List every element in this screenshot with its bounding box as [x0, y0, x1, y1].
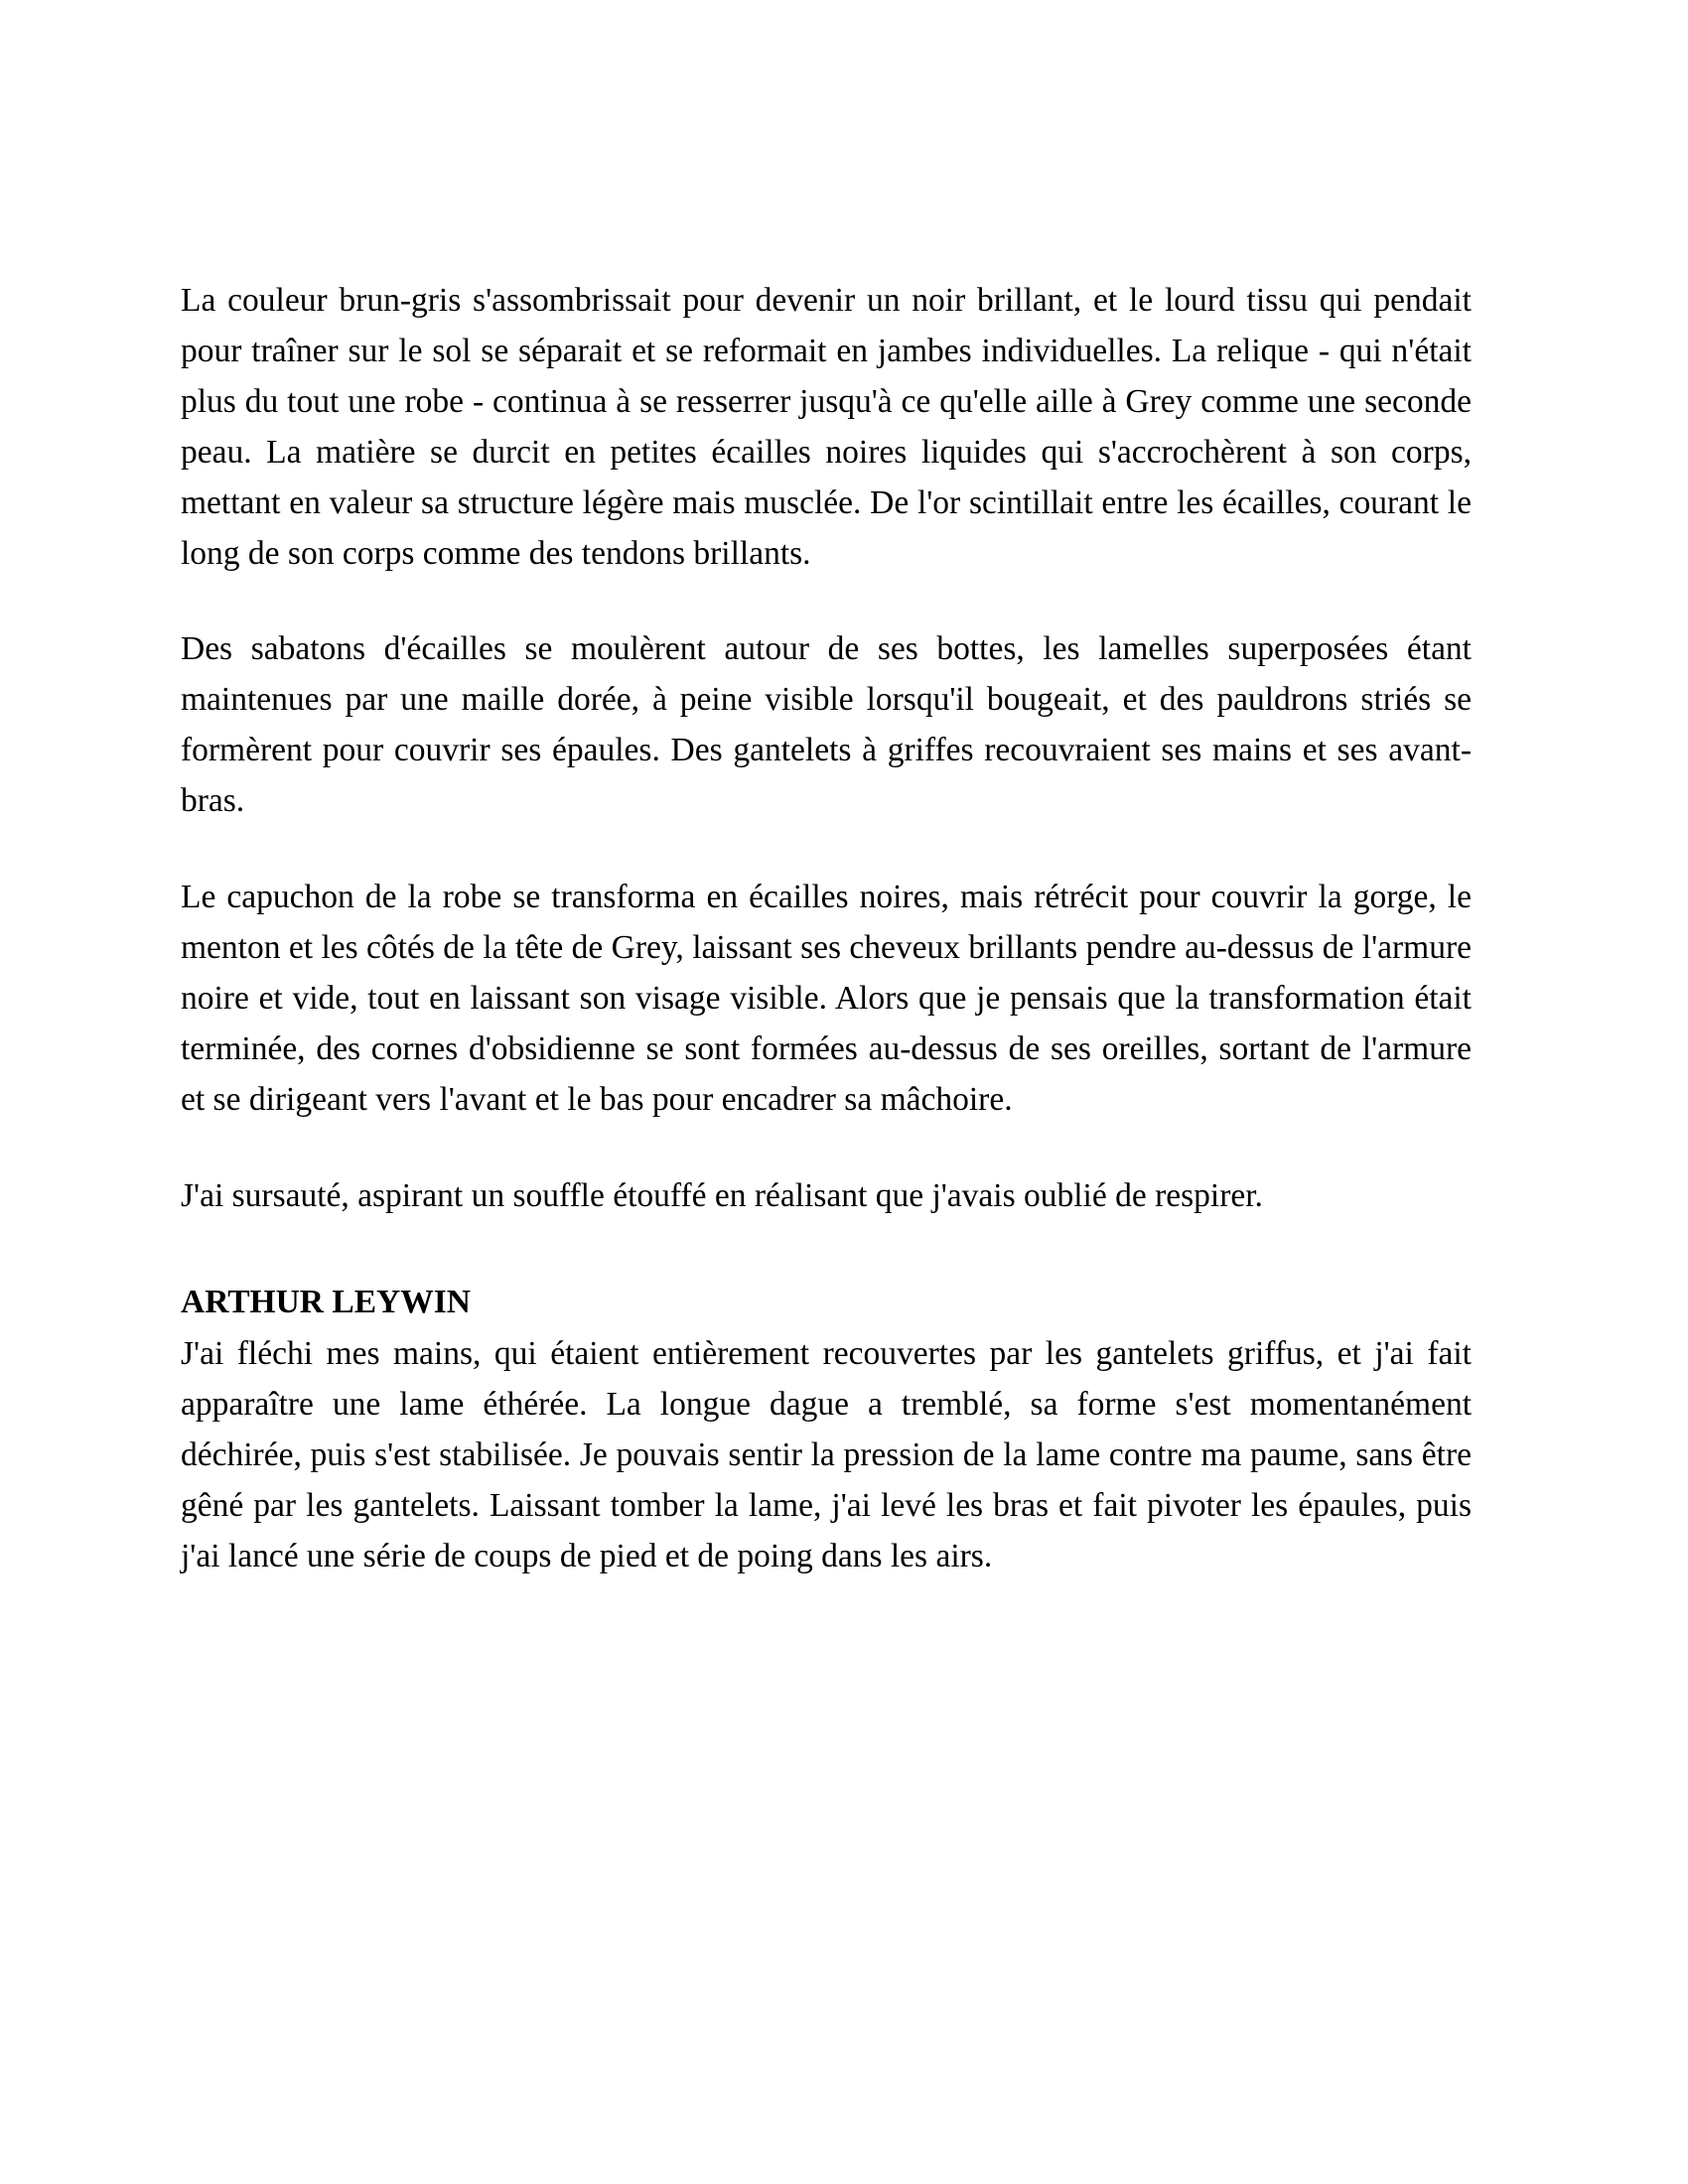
paragraph: Des sabatons d'écailles se moulèrent autour de ses bottes, les lamelles superposées étant maintenues par une maille dorée, à peine visible lorsqu'il bougeait, et des pauldrons striés se formèrent pour couvrir ses épaules. Des gantelets à griffes recouvraient ses mains et ses avant-bras. [181, 630, 1472, 820]
document-body [181, 276, 1472, 1582]
speaker-section [181, 1278, 1472, 1582]
paragraph: J'ai fléchi mes mains, qui étaient entièrement recouvertes par les gantelets griffus, et j'ai fait apparaître une lame éthérée. La longue dague a tremblé, sa forme s'est momentanément déchirée, puis s'est stabilisée. Je pouvais sentir la pression de la lame contre ma paume, sans être gêné par les gantelets. Laissant tomber la lame, j'ai levé les bras et fait pivoter les épaules, puis j'ai lancé une série de coups de pied et de poing dans les airs. [181, 1335, 1472, 1575]
speaker-name: ARTHUR LEYWIN [181, 1283, 471, 1320]
paragraph: La couleur brun-gris s'assombrissait pour devenir un noir brillant, et le lourd tissu qui pendait pour traîner sur le sol se séparait et se reformait en jambes individuelles. La relique - qui n'était plus du tout une robe - continua à se resserrer jusqu'à ce qu'elle aille à Grey comme une seconde peau. La matière se durcit en petites écailles noires liquides qui s'accrochèrent à son corps, mettant en valeur sa structure légère mais musclée. De l'or scintillait entre les écailles, courant le long de son corps comme des tendons brillants. [181, 282, 1472, 572]
paragraph: J'ai sursauté, aspirant un souffle étouffé en réalisant que j'avais oublié de respirer. [181, 1176, 1263, 1214]
paragraph: Le capuchon de la robe se transforma en écailles noires, mais rétrécit pour couvrir la gorge, le menton et les côtés de la tête de Grey, laissant ses cheveux brillants pendre au-dessus de l'armure noire et vide, tout en laissant son visage visible. Alors que je pensais que la transformation était terminée, des cornes d'obsidienne se sont formées au-dessus de ses oreilles, sortant de l'armure et se dirigeant vers l'avant et le bas pour encadrer sa mâchoire. [181, 879, 1472, 1118]
